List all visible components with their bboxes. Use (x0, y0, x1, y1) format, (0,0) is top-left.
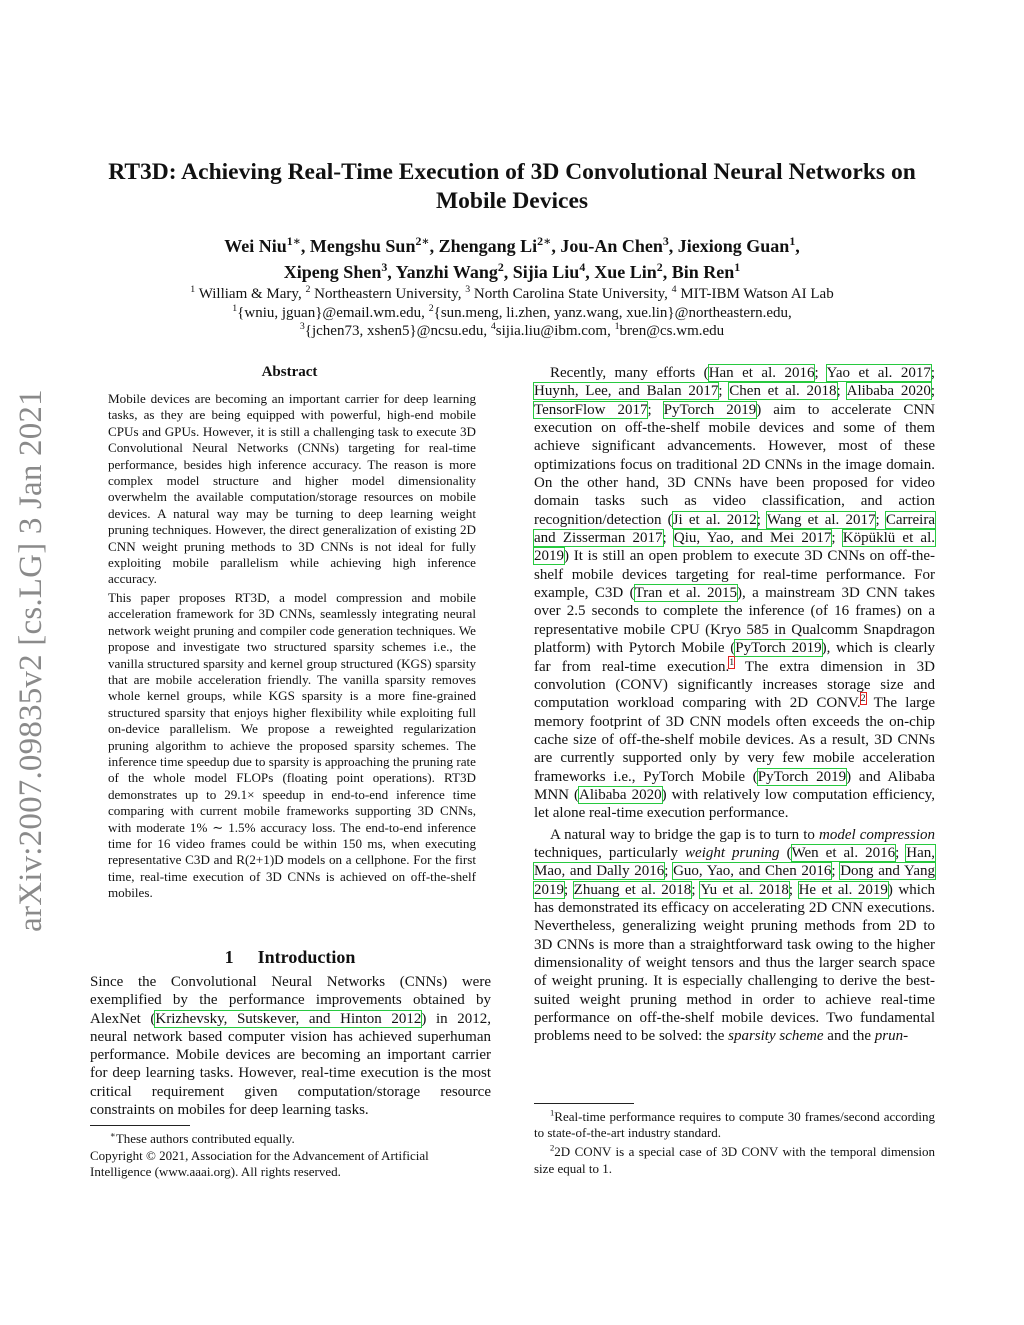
text-run: ; (831, 530, 843, 547)
text-run: ; (788, 881, 799, 898)
text-run: Since the Convolutional Neural Networks (CNNs) were exemplified by the performance improvements obtained by AlexNet ( (90, 974, 491, 1027)
author-separator: , (503, 262, 513, 282)
author-separator: , (387, 262, 396, 282)
author-name: Bin Ren (671, 262, 735, 282)
footnote-text: These authors contributed equally. (115, 1131, 295, 1146)
author-separator: , (551, 236, 561, 256)
citation-link[interactable]: Ji et al. 2012 (672, 511, 757, 528)
author-name: Yanzhi Wang (395, 262, 498, 282)
left-footnotes (90, 1131, 491, 1181)
citation-link[interactable]: TensorFlow 2017 (534, 401, 648, 418)
text-run: ; (895, 844, 907, 861)
paper-title (90, 158, 934, 216)
affiliation-3: North Carolina State University, (473, 286, 668, 302)
citation-link[interactable]: Han, Mao, and Dally 2016 (534, 844, 936, 880)
text-run: ; (718, 383, 730, 400)
emphasis: sparsity scheme (728, 1028, 824, 1045)
text-run: ) in 2012, neural network based computer vision has achieved superhuman performance. Mobile devices are becoming an important carrier for deep learning tasks. However, real-time execution is the most critical requirement given computation/storage resource constraints on mobiles for deep learning tasks. (90, 1010, 492, 1119)
section-heading-introduction (90, 947, 490, 968)
author-line-1 (90, 233, 934, 259)
abstract-body (108, 391, 476, 902)
affiliation-line: $^1$ William & Mary, $^2$ Northeastern University, $^3$ North Carolina State University, $^4$ MIT-IBM Watson AI Lab (190, 284, 834, 302)
footnote-mark: 1 (550, 1107, 555, 1118)
text-run: ; (664, 863, 674, 880)
author-name: Wei Niu (224, 236, 287, 256)
text-run: ; (930, 365, 935, 381)
author-separator: , (300, 236, 310, 256)
text-run: ; (831, 863, 841, 880)
author-separator: , (795, 236, 800, 256)
author-affil-mark: 2 (497, 260, 504, 274)
email-group-1: {wniu, jguan}@email.wm.edu, (237, 304, 425, 321)
author-name: Xipeng Shen (283, 262, 382, 282)
citation-link[interactable]: Han et al. 2016 (708, 365, 815, 381)
text-run: techniques, particularly (534, 844, 686, 861)
author-separator: , (668, 236, 678, 256)
citation-link[interactable]: Qiu, Yao, and Mei 2017 (673, 530, 832, 547)
author-affil-mark: 4 (579, 260, 586, 274)
author-affil-mark: 2∗ (415, 234, 430, 248)
citation-link[interactable]: Alibaba 2020 (579, 786, 662, 803)
text-run: ; (875, 511, 886, 528)
footnote-ref-link[interactable]: 2 (860, 693, 866, 705)
author-list (90, 233, 934, 285)
introduction-body (90, 973, 491, 1119)
footnote-mark: 2 (550, 1143, 555, 1154)
author-name: Jiexiong Guan (677, 236, 790, 256)
right-paragraph-2 (534, 826, 935, 1046)
equal-contribution-note (90, 1131, 491, 1148)
author-name: Xue Lin (594, 262, 657, 282)
text-run: The large memory footprint of 3D CNN models often exceeds the on-chip cache size of off-the-shelf mobile devices. As a result, 3D CNNs are currently supported only by very few mobile acceleration frameworks i.e., PyTorch Mobile ( (534, 695, 935, 785)
arxiv-id-text: arXiv:2007.09835v2 [cs.LG] 3 Jan 2021 (12, 388, 49, 932)
section-title: Introduction (257, 947, 356, 967)
abstract-paragraph-1: Mobile devices are becoming an important carrier for deep learning tasks, as they are being equipped with powerful, high-end mobile CPUs and GPUs. However, it is still a challenging task to execute 3D Convolutional Neural Networks (CNNs) targeting for real-time performance, besides high inference accuracy. The reason is more complex model structure and higher model dimensionality overwhelm the available computation/storage resources on mobile devices. A natural way may be turning to deep learning weight pruning techniques. However, the direct generalization of existing 2D CNN weight pruning methods to 3D CNNs is not ideal for fully exploiting mobile parallelism while achieving high inference accuracy. (108, 391, 476, 587)
right-paragraph-1 (534, 364, 935, 823)
author-affil-mark: 3 (662, 234, 669, 248)
text-run: A natural way to bridge the gap is to turn to (550, 826, 819, 843)
text-run: Recently, many efforts ( (550, 365, 709, 381)
text-run: ; (647, 401, 664, 418)
text-run: ) It is still an open problem to execute 3D CNNs on off-the-shelf mobile devices targeting for real-time performance. For example, C3D ( (534, 548, 935, 602)
affiliation-1: William & Mary, (198, 286, 302, 302)
email-line-2: $^3${jchen73, xshen5}@ncsu.edu, $^4$sijia.liu@ibm.com, $^1$bren@cs.wm.edu (299, 321, 725, 339)
copyright-notice: Copyright © 2021, Association for the Advancement of Artificial Intelligence (www.aaai.org). All rights reserved. (90, 1147, 429, 1179)
footnote-1 (534, 1109, 935, 1141)
title-line-2: Mobile Devices (435, 188, 589, 214)
text-run: ; (691, 881, 701, 898)
citation-link[interactable]: Carreira and Zisserman 2017 (534, 511, 936, 547)
citation-link[interactable]: PyTorch 2019 (735, 640, 822, 657)
affiliation-2: Northeastern University, (314, 286, 462, 302)
affiliation-4: MIT-IBM Watson AI Lab (680, 286, 834, 302)
text-run: ; (756, 511, 767, 528)
text-run: ) aim to accelerate CNN execution on off-the-shelf mobile devices and some of them achieve significant advancements. However, most of these optimizations focus on traditional 2D CNNs in the image domain. On the other hand, 3D CNNs have been proposed for video domain tasks such as video classification, and action recognition/detection ( (534, 401, 935, 528)
email-group-3: {jchen73, xshen5}@ncsu.edu, (304, 323, 488, 339)
text-run: ; (814, 365, 827, 381)
text-run: The extra dimension in 3D convolution (CONV) significantly increases storage size and computation workload comparing with 2D CONV. (534, 658, 935, 712)
citation-link[interactable]: Huynh, Lee, and Balan 2017 (534, 383, 719, 400)
text-run: ; (930, 383, 935, 400)
text-run: ) which has demonstrated its efficacy on accelerating 2D CNN executions. Nevertheless, generalizing weight pruning methods from 2D to 3D CNNs is more than a straightforward task owing to the higher dimensionality of weight tensors and thus the larger search space of weight pruning. It is especially challenging to derive the best-suited weight pruning method in order to achieve real-time performance on off-the-shelf mobile devices. Two fundamental problems need to be solved: the (534, 881, 936, 1045)
citation-link[interactable]: Krizhevsky, Sutskever, and Hinton 2012 (155, 1010, 422, 1027)
author-name: Mengshu Sun (309, 236, 416, 256)
email-group-2: {sun.meng, li.zhen, yanz.wang, xue.lin}@northeastern.edu, (433, 304, 792, 321)
emphasis: prun- (874, 1028, 909, 1045)
author-name: Zhengang Li (438, 236, 538, 256)
affiliations (90, 285, 934, 341)
arxiv-identifier (6, 370, 56, 950)
right-column (534, 364, 935, 1046)
author-affil-mark: 3 (381, 260, 388, 274)
citation-link[interactable]: Dong and Yang 2019 (534, 863, 935, 898)
author-affil-mark: 2 (656, 260, 663, 274)
author-separator: , (662, 262, 672, 282)
author-line-2 (90, 259, 934, 285)
citation-link[interactable]: Tran et al. 2015 (634, 585, 737, 602)
footnote-rule-left (90, 1125, 190, 1126)
email-group-4: sijia.liu@ibm.com, (495, 323, 611, 339)
author-separator: , (585, 262, 595, 282)
text-run: ) with relatively low computation efficiency, let alone real-time execution performance. (534, 786, 936, 822)
author-affil-mark: 1∗ (286, 234, 301, 248)
footnote-ref-link[interactable]: 1 (729, 656, 735, 668)
citation-link[interactable]: PyTorch 2019 (757, 768, 847, 785)
author-affil-mark: 1 (789, 234, 796, 248)
abstract-heading: Abstract (261, 364, 318, 380)
email-line-1: $^1${wniu, jguan}@email.wm.edu, $^2${sun.meng, li.zhen, yanz.wang, xue.lin}@northeastern.edu, (232, 302, 792, 321)
citation-link[interactable]: Yu et al. 2018 (700, 881, 789, 898)
footnote-text: 2D CONV is a special case of 3D CONV with the temporal dimension size equal to 1. (534, 1144, 935, 1176)
text-run: and the (823, 1028, 875, 1045)
email-group-5: bren@cs.wm.edu (619, 323, 725, 339)
citation-link[interactable]: PyTorch 2019 (663, 401, 757, 418)
footnote-2 (534, 1144, 935, 1176)
author-affil-mark: 1 (734, 260, 741, 274)
citation-link[interactable]: Wen et al. 2016 (791, 844, 896, 861)
footnote-mark: ∗ (110, 1129, 116, 1140)
text-run: ( (779, 844, 792, 861)
text-run: ; (836, 383, 847, 400)
text-run: ; (662, 530, 674, 547)
text-run: ), which is clearly far from real-time execution. (534, 640, 935, 675)
citation-link[interactable]: Wang et al. 2017 (766, 511, 876, 528)
right-footnotes (534, 1109, 935, 1177)
footnote-text: Real-time performance requires to compute 30 frames/second according to state-of-the-art industry standard. (534, 1109, 935, 1141)
emphasis: weight pruning (685, 844, 780, 861)
abstract-paragraph-2: This paper proposes RT3D, a model compression and mobile acceleration framework for 3D CNNs, seamlessly integrating neural network weight pruning and compiler code generation techniques. We propose and investigate two structured sparsity schemes i.e., the vanilla structured sparsity and kernel group structured (KGS) sparsity that are mobile acceleration friendly. The vanilla sparsity removes whole kernel groups, while KGS sparsity is a more fine-grained structured sparsity that enjoys higher flexibility while exploiting full on-device parallelism. We propose a reweighted regularization pruning algorithm to achieve the proposed sparsity schemes. The inference time speedup due to sparsity is approaching the pruning rate of the whole model FLOPs (floating point operations). RT3D demonstrates up to 29.1× speedup in end-to-end inference time comparing with current mobile frameworks supporting 3D CNNs, with moderate 1% ∼ 1.5% accuracy loss. The end-to-end inference time for 16 video frames could be within 150 ms, when executing representative C3D and R(2+1)D models on a cellphone. For the first time, real-time execution of 3D CNNs is achieved on off-the-shelf mobiles. (108, 589, 476, 901)
author-name: Jou-An Chen (560, 236, 663, 256)
citation-link[interactable]: Zhuang et al. 2018 (573, 881, 692, 898)
emphasis: model compression (818, 826, 935, 843)
citation-link[interactable]: Köpüklü et al. 2019 (534, 530, 936, 565)
footnote-rule-right (534, 1103, 634, 1104)
citation-link[interactable]: Guo, Yao, and Chen 2016 (673, 863, 832, 880)
author-affil-mark: 2∗ (537, 234, 552, 248)
citation-link[interactable]: He et al. 2019 (798, 881, 888, 898)
text-run: ), a mainstream 3D CNN takes over 2.5 seconds to complete the inference (of 16 frames) on a representative mobile CPU (Kryo 585 in Qualcomm Snapdragon platform) with Pytorch Mobile ( (534, 585, 936, 657)
author-name: Sijia Liu (512, 262, 580, 282)
author-separator: , (429, 236, 439, 256)
citation-link[interactable]: Yao et al. 2017 (826, 365, 931, 381)
text-run: ; (564, 881, 574, 898)
text-run: ) and Alibaba MNN ( (534, 768, 935, 803)
title-line-1: RT3D: Achieving Real-Time Execution of 3D Convolutional Neural Networks on (108, 159, 916, 185)
section-number: 1 (224, 947, 234, 967)
citation-link[interactable]: Chen et al. 2018 (729, 383, 837, 400)
citation-link[interactable]: Alibaba 2020 (846, 383, 931, 400)
intro-paragraph-1 (90, 973, 491, 1119)
